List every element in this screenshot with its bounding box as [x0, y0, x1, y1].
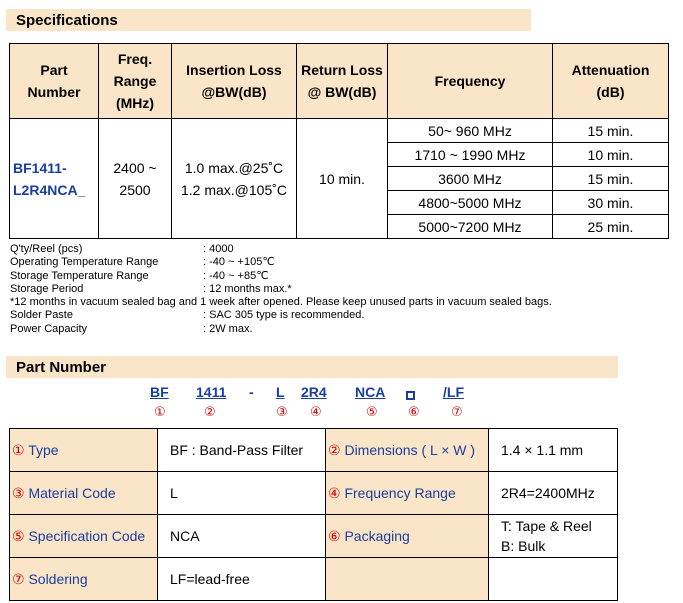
attenuation-cell: 30 min.: [553, 191, 669, 215]
frequency-cell: 3600 MHz: [388, 167, 553, 191]
value-empty: [489, 558, 618, 601]
freq-range-cell: 2400 ~ 2500: [99, 119, 172, 239]
note-storage-temp: Storage Temperature Range : -40 ~ +85℃: [10, 269, 269, 282]
frequency-cell: 50~ 960 MHz: [388, 119, 553, 143]
square-icon: [406, 391, 415, 400]
code-number-6: ⑥: [408, 404, 420, 419]
code-number-4: ④: [310, 404, 322, 419]
label-soldering: ⑦ Soldering: [10, 558, 158, 601]
label-packaging: ⑥ Packaging: [326, 515, 489, 558]
code-lf: /LF: [443, 384, 464, 400]
code-bf: BF: [150, 384, 169, 400]
specifications-table: [9, 43, 669, 239]
label-type: ① Type: [10, 429, 158, 472]
value-dimensions: 1.4 × 1.1 mm: [489, 429, 618, 472]
header-return-loss: Return Loss @ BW(dB): [297, 44, 388, 119]
label-frequency-range: ④ Frequency Range: [326, 472, 489, 515]
attenuation-cell: 15 min.: [553, 167, 669, 191]
code-packaging-box: [406, 386, 415, 402]
part-number-title: Part Number: [6, 356, 618, 378]
note-qty-reel: Q'ty/Reel (pcs) : 4000: [10, 243, 234, 255]
frequency-cell: 1710 ~ 1990 MHz: [388, 143, 553, 167]
value-packaging: T: Tape & Reel B: Bulk: [489, 515, 618, 558]
value-material-code: L: [158, 472, 326, 515]
code-1411: 1411: [196, 384, 227, 400]
code-number-1: ①: [154, 404, 166, 419]
code-dash: -: [249, 384, 254, 400]
note-operating-temp: Operating Temperature Range : -40 ~ +105℃: [10, 256, 275, 269]
note-vacuum-bag: *12 months in vacuum sealed bag and 1 week after opened. Please keep unused parts in vacuum sealed bags.: [10, 296, 552, 309]
note-power-capacity: Power Capacity : 2W max.: [10, 322, 253, 335]
frequency-cell: 5000~7200 MHz: [388, 215, 553, 239]
code-nca: NCA: [355, 384, 386, 400]
note-solder-paste: Solder Paste : SAC 305 type is recommended.: [10, 309, 365, 322]
note-storage-period: Storage Period : 12 months max.*: [10, 282, 292, 295]
label-dimensions: ② Dimensions ( L × W ): [326, 429, 489, 472]
code-number-2: ②: [204, 404, 216, 419]
label-empty: [326, 558, 489, 601]
insertion-loss-cell: 1.0 max.@25˚C 1.2 max.@105˚C: [172, 119, 297, 239]
header-frequency: Frequency: [388, 44, 553, 119]
spec-notes: [10, 243, 552, 336]
code-number-7: ⑦: [451, 404, 463, 419]
header-part-number: Part Number: [10, 44, 99, 119]
label-material-code: ③ Material Code: [10, 472, 158, 515]
header-attenuation: Attenuation (dB): [553, 44, 669, 119]
return-loss-cell: 10 min.: [297, 119, 388, 239]
code-number-3: ③: [276, 404, 288, 419]
value-type: BF : Band-Pass Filter: [158, 429, 326, 472]
specifications-title: Specifications: [6, 9, 531, 31]
part-number-table: [9, 428, 618, 601]
code-l: L: [276, 384, 285, 400]
header-freq-range: Freq. Range (MHz): [99, 44, 172, 119]
value-frequency-range: 2R4=2400MHz: [489, 472, 618, 515]
label-specification-code: ⑤ Specification Code: [10, 515, 158, 558]
part-number-cell: BF1411- L2R4NCA_: [10, 119, 99, 239]
code-2r4: 2R4: [301, 384, 327, 400]
frequency-cell: 4800~5000 MHz: [388, 191, 553, 215]
value-specification-code: NCA: [158, 515, 326, 558]
value-soldering: LF=lead-free: [158, 558, 326, 601]
attenuation-cell: 10 min.: [553, 143, 669, 167]
header-insertion-loss: Insertion Loss @BW(dB): [172, 44, 297, 119]
attenuation-cell: 25 min.: [553, 215, 669, 239]
code-number-5: ⑤: [366, 404, 378, 419]
attenuation-cell: 15 min.: [553, 119, 669, 143]
